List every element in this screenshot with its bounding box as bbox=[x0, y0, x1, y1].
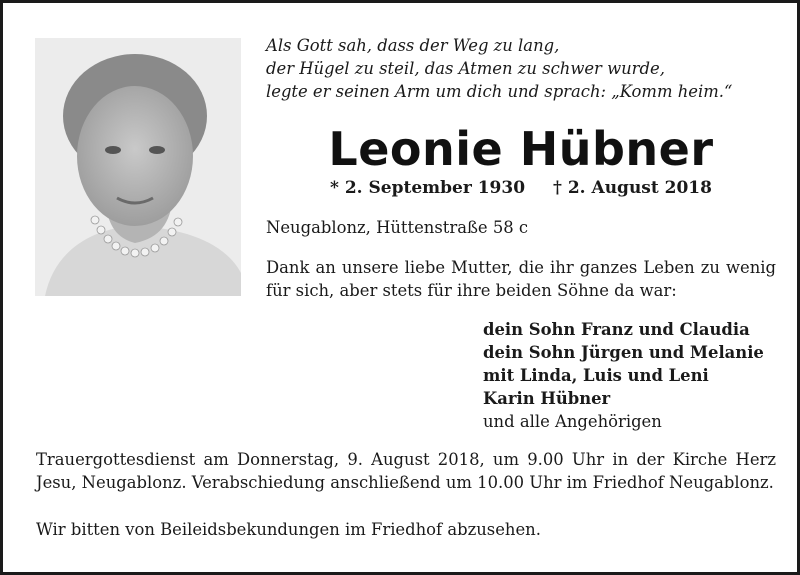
birth-date: * 2. September 1930 bbox=[330, 178, 526, 198]
family-member: dein Sohn Jürgen und Melanie bbox=[483, 343, 764, 362]
address: Neugablonz, Hüttenstraße 58 c bbox=[266, 218, 529, 237]
portrait-photo bbox=[35, 38, 241, 296]
family-list bbox=[483, 318, 764, 433]
funeral-service-text: Trauergottesdienst am Donnerstag, 9. August 2018, um 9.00 Uhr in der Kirche Herz Jesu, Neugablonz. Verabschiedung anschließend um 10.00 Uhr im Friedhof Neugablonz. bbox=[36, 450, 776, 492]
family-member: mit Linda, Luis und Leni bbox=[483, 366, 709, 385]
thanks-text: Dank an unsere liebe Mutter, die ihr ganzes Leben zu wenig für sich, aber stets für ihre beiden Söhne da war: bbox=[266, 258, 776, 300]
family-member: und alle Angehörigen bbox=[483, 412, 662, 431]
life-dates bbox=[266, 176, 776, 200]
deceased-name: Leonie Hübner bbox=[328, 122, 714, 176]
condolence-note: Wir bitten von Beileidsbekundungen im Friedhof abzusehen. bbox=[36, 520, 541, 539]
portrait-illustration bbox=[35, 38, 241, 296]
death-date: † 2. August 2018 bbox=[553, 178, 712, 198]
poem-line: legte er seinen Arm um dich und sprach: „Komm heim.“ bbox=[266, 82, 733, 101]
family-member: dein Sohn Franz und Claudia bbox=[483, 320, 750, 339]
family-member: Karin Hübner bbox=[483, 389, 611, 408]
poem-line: der Hügel zu steil, das Atmen zu schwer wurde, bbox=[266, 59, 665, 78]
poem-line: Als Gott sah, dass der Weg zu lang, bbox=[266, 36, 560, 55]
poem bbox=[266, 34, 776, 103]
